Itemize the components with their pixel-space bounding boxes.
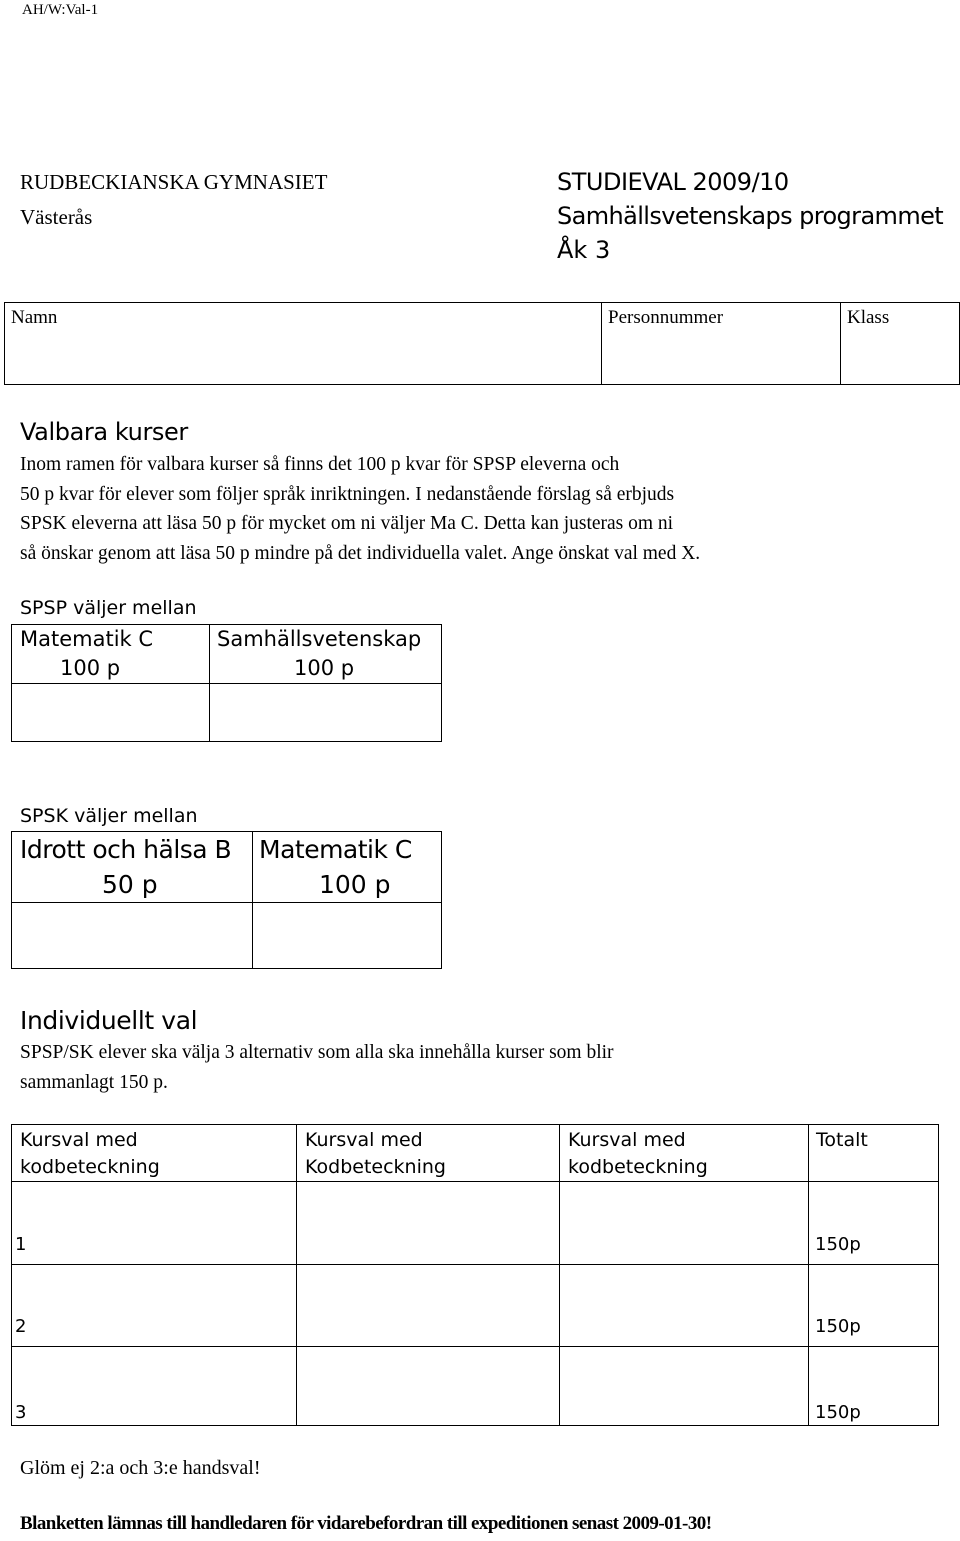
valbara-line: SPSK eleverna att läsa 50 p för mycket om ni väljer Ma C. Detta kan justeras om ni (20, 513, 674, 534)
course-cell[interactable] (12, 1265, 297, 1347)
valbara-line: så önskar genom att läsa 50 p mindre på det individuella valet. Ange önskat val med X. (20, 542, 701, 564)
spsk-heading: SPSK väljer mellan (20, 805, 198, 827)
course-cell[interactable] (297, 1347, 560, 1426)
row-number: 3 (15, 1402, 27, 1423)
table-row (12, 1265, 939, 1347)
column-header-line: Kodbeteckning (305, 1156, 446, 1178)
individuellt-table (11, 1124, 939, 1426)
course-cell[interactable] (560, 1265, 809, 1347)
column-header (809, 1125, 939, 1182)
personnummer-field[interactable] (602, 303, 841, 385)
spsp-heading: SPSP väljer mellan (20, 597, 197, 619)
individuellt-heading: Individuellt val (20, 1006, 198, 1035)
deadline-notice: Blanketten lämnas till handledaren för vidarebefordran till expeditionen senast 2009-01-30! (20, 1513, 712, 1534)
total-cell (809, 1182, 939, 1265)
spsk-option-header (253, 832, 442, 903)
school-city: Västerås (20, 205, 93, 229)
table-row (12, 1182, 939, 1265)
personnummer-label: Personnummer (608, 307, 724, 328)
valbara-line: 50 p kvar för elever som följer språk inriktningen. I nedanstående förslag så erbjuds (20, 483, 675, 505)
individuellt-line: sammanlagt 150 p. (20, 1071, 168, 1093)
course-cell[interactable] (560, 1347, 809, 1426)
spsp-mark-cell-matematik[interactable] (12, 684, 210, 742)
program-name: Samhällsvetenskaps programmet (557, 202, 944, 230)
spsp-option-points: 100 p (60, 656, 121, 680)
page-title: STUDIEVAL 2009/10 (557, 168, 789, 196)
column-header-line: kodbeteckning (20, 1156, 160, 1178)
spsp-option-course: Matematik C (20, 627, 154, 651)
spsk-mark-cell-matematik[interactable] (253, 903, 442, 969)
course-cell[interactable] (297, 1182, 560, 1265)
spsk-mark-cell-idrott[interactable] (12, 903, 253, 969)
spsk-option-points: 100 p (319, 870, 391, 899)
column-header (560, 1125, 809, 1182)
spsp-mark-cell-samhallsvetenskap[interactable] (210, 684, 442, 742)
individuellt-text (20, 1038, 614, 1097)
column-header-line: Kursval med (20, 1129, 138, 1151)
valbara-text (20, 450, 700, 568)
course-cell[interactable] (12, 1347, 297, 1426)
spsk-option-points: 50 p (102, 870, 158, 899)
spsp-option-header (12, 625, 210, 684)
spsk-option-header (12, 832, 253, 903)
course-cell[interactable] (560, 1182, 809, 1265)
individuellt-line: SPSP/SK elever ska välja 3 alternativ som alla ska innehålla kurser som blir (20, 1042, 614, 1063)
spsk-choice-table (11, 831, 442, 969)
school-name: RUDBECKIANSKA GYMNASIET (20, 170, 328, 194)
class-label: Klass (847, 307, 890, 328)
row-number: 1 (15, 1234, 27, 1255)
column-header-line: Kursval med (305, 1129, 423, 1151)
table-row (12, 1347, 939, 1426)
spsk-option-course: Idrott och hälsa B (20, 835, 232, 864)
column-header-line: Totalt (816, 1129, 868, 1151)
column-header (297, 1125, 560, 1182)
column-header-line: Kursval med (568, 1129, 686, 1151)
row-total: 150p (815, 1316, 861, 1337)
course-cell[interactable] (297, 1265, 560, 1347)
row-total: 150p (815, 1234, 861, 1255)
row-number: 2 (15, 1316, 27, 1337)
spsp-option-points: 100 p (294, 656, 355, 680)
name-field[interactable] (5, 303, 602, 385)
valbara-heading: Valbara kurser (20, 418, 188, 446)
spsp-option-course: Samhällsvetenskap (217, 627, 422, 651)
student-info-table (4, 302, 960, 385)
spsp-option-header (210, 625, 442, 684)
valbara-line: Inom ramen för valbara kurser så finns det 100 p kvar för SPSP eleverna och (20, 454, 620, 475)
spsk-option-course: Matematik C (259, 835, 412, 864)
handsval-reminder: Glöm ej 2:a och 3:e handsval! (20, 1457, 261, 1479)
spsp-choice-table (11, 624, 442, 742)
row-total: 150p (815, 1402, 861, 1423)
column-header (12, 1125, 297, 1182)
column-header-line: kodbeteckning (568, 1156, 708, 1178)
total-cell (809, 1347, 939, 1426)
school-year: Åk 3 (557, 236, 611, 264)
document-code: AH/W:Val-1 (22, 2, 99, 18)
course-cell[interactable] (12, 1182, 297, 1265)
name-label: Namn (11, 307, 58, 328)
class-field[interactable] (841, 303, 960, 385)
total-cell (809, 1265, 939, 1347)
